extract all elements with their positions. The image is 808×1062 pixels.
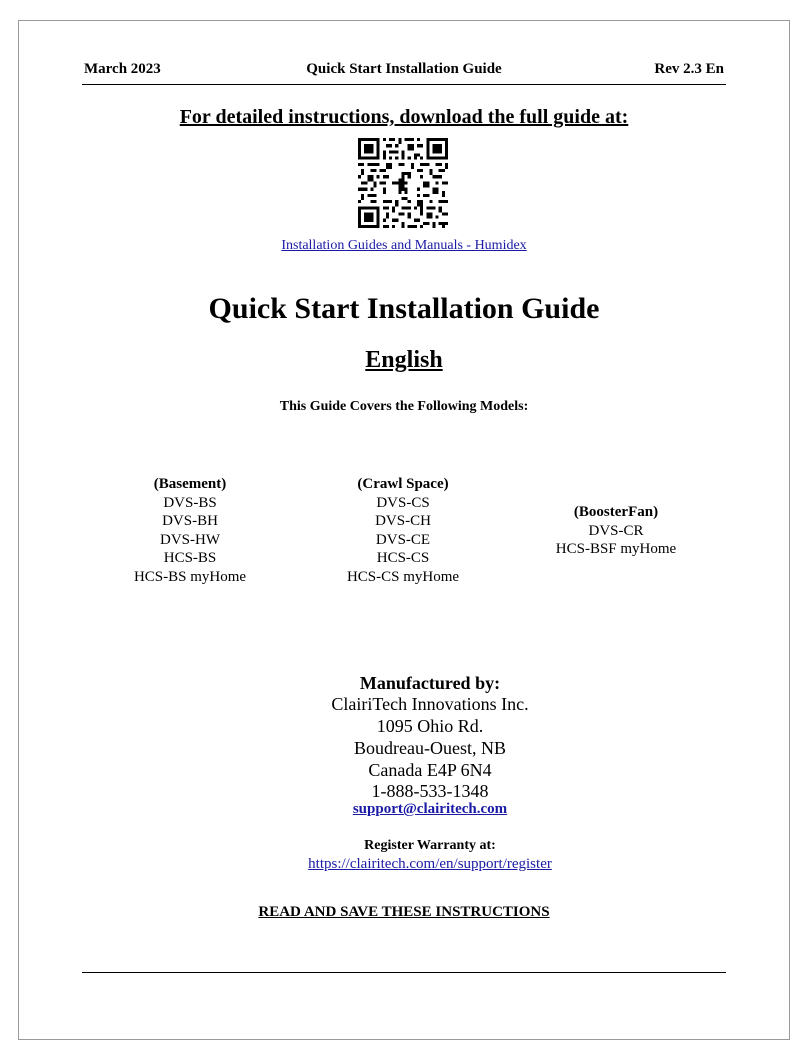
document-title: Quick Start Installation Guide	[208, 292, 600, 325]
manufacturer-heading: Manufactured by:	[359, 673, 501, 693]
support-email-link[interactable]: support@clairitech.com	[352, 801, 508, 817]
manufacturer-city: Boudreau-Ouest, NB	[354, 738, 506, 758]
model-item: DVS-CE	[375, 531, 431, 548]
guides-link[interactable]: Installation Guides and Manuals - Humidex	[281, 238, 527, 253]
download-heading: For detailed instructions, download the full guide at:	[179, 106, 629, 128]
footer-rule	[82, 972, 726, 973]
model-group-heading: (Basement)	[153, 476, 227, 492]
model-item: DVS-BH	[162, 513, 218, 529]
guides-link-container	[0, 238, 808, 254]
model-item: DVS-CS	[376, 494, 430, 511]
models-intro: This Guide Covers the Following Models:	[279, 399, 529, 414]
language-heading: English	[365, 347, 443, 373]
model-item: HCS-CS myHome	[346, 568, 460, 585]
header-revision: Rev 2.3 En	[654, 61, 724, 77]
warranty-link-container	[230, 856, 630, 873]
model-item: DVS-HW	[160, 531, 220, 548]
model-item: HCS-BSF myHome	[555, 541, 677, 557]
manufacturer-country: Canada E4P 6N4	[368, 760, 492, 780]
header-rule	[82, 84, 726, 85]
warranty-heading: Register Warranty at:	[364, 838, 496, 853]
model-group-heading: (Crawl Space)	[357, 476, 449, 492]
manufacturer-street: 1095 Ohio Rd.	[376, 716, 484, 736]
model-item: HCS-BS myHome	[133, 568, 247, 585]
model-group-booster-fan	[516, 503, 716, 559]
header-title: Quick Start Installation Guide	[306, 61, 502, 77]
manufacturer-company: ClairiTech Innovations Inc.	[331, 694, 529, 714]
header-date: March 2023	[84, 61, 161, 77]
warranty-link[interactable]: https://clairitech.com/en/support/register	[308, 856, 552, 872]
model-item: DVS-CR	[588, 522, 644, 539]
read-save-notice: READ AND SAVE THESE INSTRUCTIONS	[258, 904, 550, 920]
model-item: HCS-CS	[376, 550, 430, 566]
model-group-crawl-space	[303, 475, 503, 586]
model-item: HCS-BS	[163, 550, 217, 566]
qr-code-icon[interactable]	[358, 138, 448, 228]
model-item: DVS-CH	[375, 513, 431, 529]
model-item: DVS-BS	[163, 494, 217, 511]
model-group-basement	[90, 475, 290, 586]
manufacturer-phone: 1-888-533-1348	[371, 781, 489, 801]
model-group-heading: (BoosterFan)	[573, 504, 659, 520]
support-email-container	[230, 801, 630, 818]
